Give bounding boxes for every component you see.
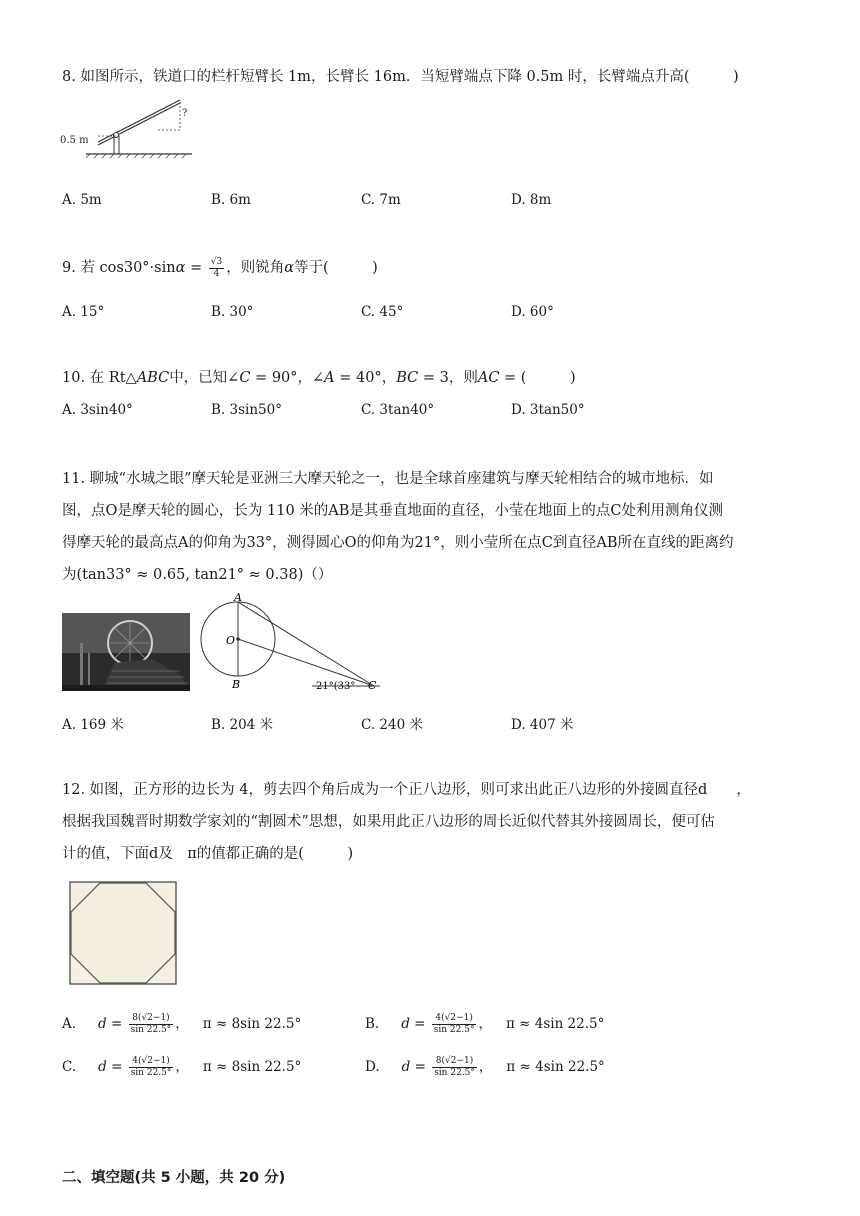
q10-option-a: A. 3sin40° xyxy=(62,402,133,418)
line-ac xyxy=(238,602,374,686)
q10-option-b: B. 3sin50° xyxy=(211,402,282,418)
fraction-sqrt3-over-4: $\frac{√3}{4}$ xyxy=(210,256,223,279)
short-arm-label: 0.5 m xyxy=(60,135,89,146)
q11-option-c: C. 240 米 xyxy=(361,717,423,733)
question-11-line-1: 11. 聊城“水城之眼”摩天轮是亚洲三大摩天轮之一，也是全球首座建筑与摩天轮相结合的城市地标．如 xyxy=(62,471,714,487)
ferris-wheel-diagram xyxy=(196,590,382,696)
q11-option-d: D. 407 米 xyxy=(511,717,574,733)
question-11-line-3: 得摩天轮的最高点A的仰角为33°，测得圆心O的仰角为21°，则小莹所在点C到直径AB所在直线的距离约 xyxy=(62,535,734,551)
square-octagon-figure xyxy=(68,880,180,988)
question-12-line-3: 计的值，下面d及 π的值都正确的是( ) xyxy=(62,846,354,862)
center-o xyxy=(236,637,240,641)
q12-option-b: B. d = $\frac{4(√2-1)}{\sin 22.5^\circ}$ ， π ≈ 4sin 22.5° xyxy=(365,1013,605,1035)
q12-option-d: D. d = $\frac{8(√2-1)}{\sin 22.5^\circ}$ ， π ≈ 4sin 22.5° xyxy=(365,1056,605,1078)
ground-hatching xyxy=(86,154,186,158)
q9-option-a: A. 15° xyxy=(62,304,105,320)
label-b: B xyxy=(232,678,241,691)
q8-option-a: A. 5m xyxy=(62,192,102,208)
label-a: A xyxy=(234,591,242,604)
q10-option-d: D. 3tan50° xyxy=(511,402,585,418)
section-heading-fill-in-blank: 二、填空题(共 5 小题，共 20 分) xyxy=(62,1170,286,1186)
question-12-line-1: 12. 如图，正方形的边长为 4，剪去四个角后成为一个正八边形，则可求出此正八边形的外接圆直径d ， xyxy=(62,782,751,798)
question-11-line-4: 为(tan33° ≈ 0.65, tan21° ≈ 0.38)（） xyxy=(62,567,333,583)
question-12-line-2: 根据我国魏晋时期数学家刘的“割圆术”思想，如果用此正八边形的周长近似代替其外接圆周长，便可估 xyxy=(62,814,715,830)
label-angles: 21°(33° xyxy=(316,681,356,692)
label-c: C xyxy=(368,679,377,692)
pivot-point xyxy=(114,133,119,138)
q10-option-c: C. 3tan40° xyxy=(361,402,435,418)
line-oc xyxy=(238,639,374,686)
unknown-height-label: ? xyxy=(182,108,188,119)
q8-option-c: C. 7m xyxy=(361,192,401,208)
barrier-post xyxy=(114,136,119,154)
q12-option-a: A. d = $\frac{8(√2-1)}{\sin 22.5^\circ}$ ， π ≈ 8sin 22.5° xyxy=(62,1013,302,1035)
q8-option-d: D. 8m xyxy=(511,192,552,208)
question-10-text: 10. 在 Rt△ABC中，已知∠C = 90°，∠A = 40°，BC = 3，则AC = ( ) xyxy=(62,370,576,386)
label-o: O xyxy=(226,634,236,647)
q11-option-a: A. 169 米 xyxy=(62,717,124,733)
q8-option-b: B. 6m xyxy=(211,192,251,208)
ferris-wheel-photo xyxy=(62,613,190,691)
q11-option-b: B. 204 米 xyxy=(211,717,274,733)
q9-option-b: B. 30° xyxy=(211,304,254,320)
q9-option-c: C. 45° xyxy=(361,304,404,320)
barrier-arm-lower xyxy=(98,103,180,145)
q12-option-c: C. d = $\frac{4(√2-1)}{\sin 22.5^\circ}$ ， π ≈ 8sin 22.5° xyxy=(62,1056,302,1078)
question-8-text: 8. 如图所示，铁道口的栏杆短臂长 1m，长臂长 16m．当短臂端点下降 0.5m 时，长臂端点升高( ) xyxy=(62,69,739,85)
question-9-text: 9. 若 cos30°·sinα = $\frac{√3}{4}$ ，则锐角α等于( ) xyxy=(62,256,378,279)
q9-option-d: D. 60° xyxy=(511,304,554,320)
railway-barrier-figure xyxy=(58,96,198,158)
question-11-line-2: 图，点O是摩天轮的圆心，长为 110 米的AB是其垂直地面的直径，小莹在地面上的点C处利用测角仪测 xyxy=(62,503,723,519)
